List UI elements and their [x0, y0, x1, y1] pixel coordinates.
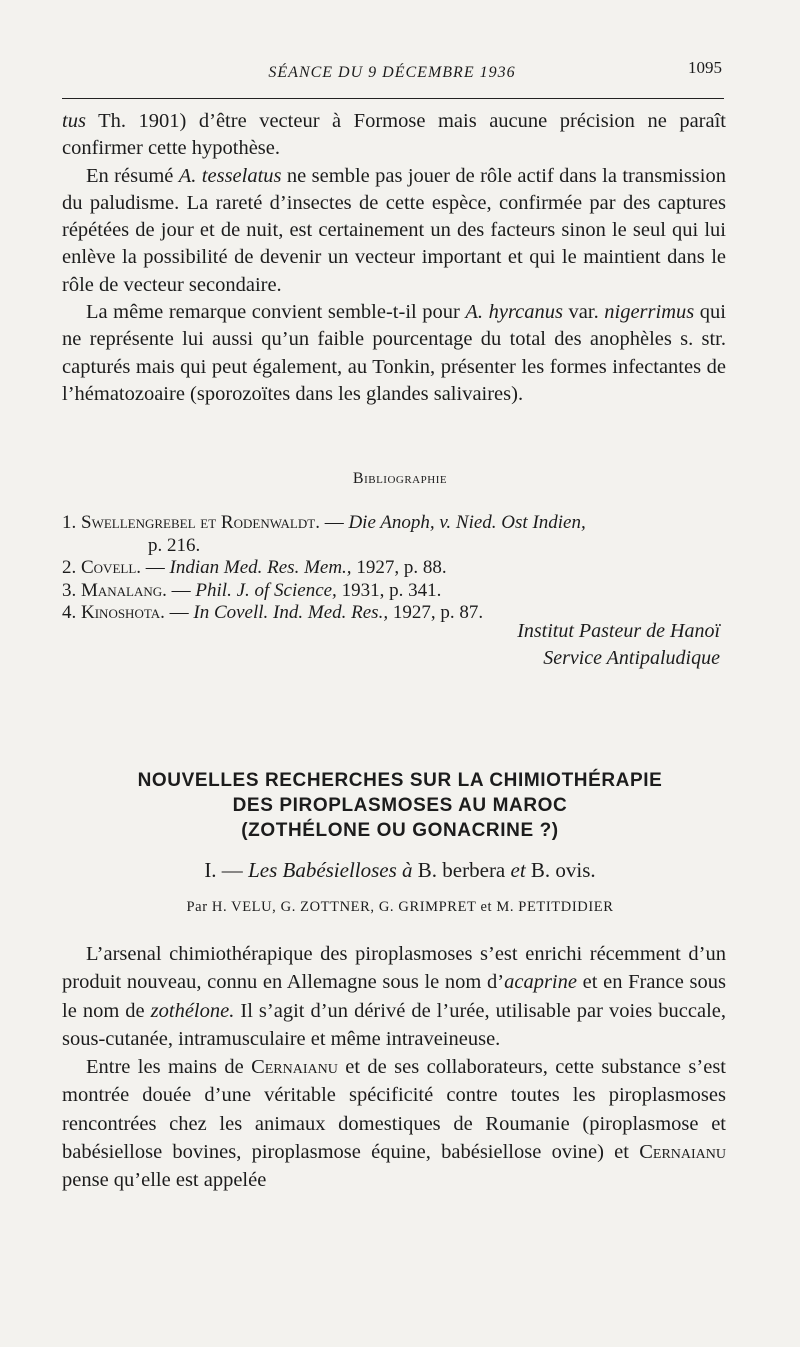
paragraph-text: En résumé: [86, 164, 179, 187]
title-line: NOUVELLES RECHERCHES SUR LA CHIMIOTHÉRAPIE: [137, 770, 663, 791]
article-title: [0, 768, 800, 843]
entry-details: 1927, p. 88.: [351, 557, 447, 578]
paragraph: [62, 108, 726, 163]
species-name: tus: [62, 110, 86, 132]
paragraph-text: var.: [562, 301, 605, 324]
entry-details: 1931, p. 341.: [336, 579, 442, 601]
subtitle-text: et: [510, 858, 526, 882]
page-number: 1095: [688, 58, 722, 77]
paragraph: [62, 299, 726, 408]
article-subtitle: [0, 858, 800, 883]
page-header: [62, 58, 722, 90]
entry-details: 1927, p. 87.: [388, 602, 484, 623]
subtitle-number: I. —: [204, 858, 249, 882]
entry-authors: Covell.: [81, 557, 142, 578]
entry-number: 3.: [62, 579, 81, 601]
bibliography-entry-continued: p. 216.: [148, 534, 201, 556]
drug-name: acaprine: [504, 971, 577, 994]
entry-work: Phil. J. of Science,: [195, 579, 337, 601]
paragraph-text: L’arsenal chimiothérapique des piroplasmoses s’est enrichi récemment d’un produit nouveau, connu en Allemagne sous le nom d’: [62, 943, 726, 994]
bibliography-title: Bibliographie: [352, 470, 448, 487]
entry-separator: —: [141, 557, 170, 578]
paragraph-text: ne semble pas jouer de rôle actif dans la transmission du paludisme. La rareté d’insectes de cette espèce, confirmée par des captures répétées de jour et de nuit, est certainement un des facteurs sinon le seul qui lui enlève la possibilité de devenir un vecteur important et qui le maintient dans le rôle de vecteur secondaire.: [62, 164, 726, 296]
drug-name: zothélone.: [150, 999, 235, 1022]
entry-separator: —: [164, 602, 194, 623]
paragraph: [62, 1053, 726, 1194]
entry-number: 1.: [62, 512, 81, 533]
paragraph: [62, 940, 726, 1053]
species-name: A. tesselatus: [178, 164, 282, 187]
signature-line: Service Antipaludique: [543, 647, 720, 669]
subtitle-text: Les Babésielloses à: [248, 858, 413, 882]
entry-work: Die Anoph, v. Nied. Ost Indien,: [348, 512, 586, 533]
variety-name: nigerrimus: [604, 301, 695, 324]
entry-authors: Swellengrebel et Rodenwaldt.: [81, 512, 320, 533]
entry-number: 4.: [62, 602, 81, 623]
institution-signature: [517, 618, 720, 672]
paragraph-text: Entre les mains de: [86, 1056, 252, 1079]
paragraph-text: La même remarque convient semble-t-il pour: [86, 301, 466, 324]
title-line: DES PIROPLASMOSES AU MAROC: [232, 795, 568, 816]
paragraph-text: et de ses collaborateurs, cette substance s’est montrée douée d’une véritable spécificité contre toutes les piroplasmoses rencontrées chez les animaux domestiques de Roumanie (piroplasmose et babésiellose bovines, piroplasmose équine, babésiellose ovine) et: [62, 1056, 726, 1164]
article-body: [62, 940, 726, 1195]
species-name: A. hyrcanus: [465, 301, 563, 324]
paragraph-text: pense qu’elle est appelée: [62, 1169, 267, 1192]
entry-number: 2.: [62, 557, 81, 578]
entry-separator: —: [166, 579, 196, 601]
species-name: B. ovis.: [525, 858, 596, 882]
species-name: B. berbera: [412, 858, 511, 882]
paragraph-text: et en France sous le nom de: [62, 971, 726, 1022]
signature-line: Institut Pasteur de Hanoï: [517, 620, 720, 642]
bibliography-entry: [62, 557, 726, 580]
previous-article-conclusion: [62, 108, 726, 408]
header-rule: [62, 98, 724, 99]
paragraph-text: Th. 1901) d’être vecteur à Formose mais aucune précision ne paraît confirmer cette hypothèse.: [62, 110, 726, 160]
entry-work: Indian Med. Res. Mem.,: [169, 557, 352, 578]
paragraph: [62, 163, 726, 299]
author-name: Cernaianu: [639, 1141, 726, 1164]
author-name: Cernaianu: [251, 1056, 338, 1079]
paragraph-text: Il s’agit d’un dérivé de l’urée, utilisable par voies buccale, sous-cutanée, intramusculaire et même intraveineuse.: [62, 999, 727, 1050]
paragraph-text: qui ne représente lui aussi qu’un faible pourcentage du total des anophèles s. str. capturés mais qui peut également, au Tonkin, présenter les formes infectantes de l’hématozoaire (sporozoïtes dans les glandes salivaires).: [62, 301, 726, 405]
title-line: (ZOTHÉLONE OU GONACRINE ?): [241, 820, 559, 841]
author-byline: Par H. VELU, G. ZOTTNER, G. GRIMPRET et M. PETITDIDIER: [186, 899, 614, 915]
bibliography-entry: [62, 512, 726, 535]
running-title: SÉANCE DU 9 DÉCEMBRE 1936: [268, 64, 516, 81]
entry-work: In Covell. Ind. Med. Res.,: [193, 602, 389, 623]
entry-authors: Kinoshota.: [81, 602, 165, 623]
entry-authors: Manalang.: [81, 579, 167, 601]
bibliography-list: [62, 512, 726, 625]
bibliography-entry: [62, 580, 726, 603]
entry-separator: —: [319, 512, 349, 533]
